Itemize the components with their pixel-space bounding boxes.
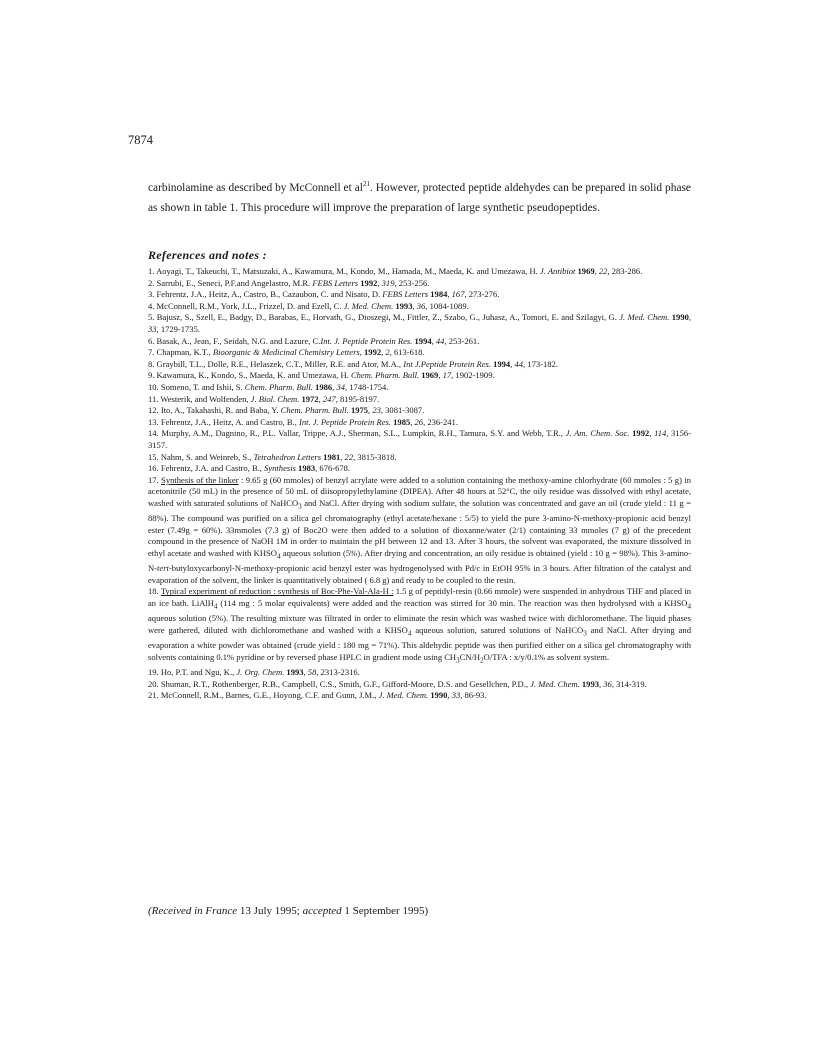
ref-authors: 9. Kawamura, K., Kondo, S., Maeda, K. and Umezawa, H. — [148, 370, 349, 381]
reference-20: 20. Shuman, R.T., Rothenberger, R.B., Campbell, C.S., Smith, G.F., Gifford-Moore, D.S. and Gesellchen, P.D., J. Med. Chem. 1993, 36, 314-319. — [148, 678, 647, 689]
ref-journal: J. Antibiot — [539, 266, 576, 276]
subscript: 4 — [687, 602, 691, 611]
ref-pages: , 1729-1735. — [156, 323, 200, 334]
ref-authors: 12. Ito, A., Takahashi, R. and Baba, Y. — [148, 405, 279, 416]
ref-number: 18. — [148, 586, 159, 597]
ref-journal: J. Biol. Chem. — [250, 393, 300, 404]
ref-year: 1990 — [671, 312, 689, 323]
ref-text: : 9.65 g (60 mmoles) of benzyl acrylate were added to a solution containing the methoxy-amine chlorhydrate (60 mmoles : 5 g) in acetonitrile (50 mL) in the presence of 50 mL of diisopropylethylamine (DIPEA). After 48 hours at 52°C, the oily residue was dissolved with ethyl acetate, washed with saturated solutions of NaHCO — [148, 474, 691, 508]
citation-superscript: 21 — [362, 180, 370, 188]
ref-year: 1985 — [393, 416, 411, 427]
ref-journal: Chem. Pharm. Bull. — [280, 405, 349, 416]
ref-journal: Int. J. Peptide Protein Res. — [320, 335, 413, 346]
ref-text: aqueous solution, satured solutions of NaHCO — [411, 624, 584, 635]
intro-text-1: carbinolamine as described by McConnell et al — [148, 181, 363, 194]
ref-volume: 114 — [654, 428, 667, 439]
references-list — [148, 266, 691, 702]
ref-volume: 17 — [442, 370, 452, 381]
ref-authors: 3. Fehrentz, J.A., Heitz, A., Castro, B., Cazaubon, C. and Nisato, D. — [148, 289, 381, 300]
ref-authors: 14. Murphy, A.M., Dagnino, R., P.L. Vallar, Trippe, A.J., Sherman, S.L., Lumpkin, R.H., Tamura, S.Y. and Webb, T.R., — [148, 428, 563, 439]
reference-8: 8. Graybill, T.L., Dolle, R.E., Helaszek, C.T., Miller, R.E. and Ator, M.A., Int J.Peptide Protein Res. 1994, 44, 173-182. — [148, 358, 558, 369]
ref-journal: Bioorganic & Medicinal Chemistry Letters, — [212, 347, 362, 358]
reference-11: 11. Westerik, and Wolfenden, J. Biol. Chem. 1972, 247, 8195-8197. — [148, 393, 380, 404]
ref-authors: 10. Someno, T. and Ishii, S. — [148, 381, 243, 392]
reference-2: 2. Sarrubi, E., Seneci, P.F.and Angelastro, M.R. FEBS Letters 1992, 319, 253-256. — [148, 277, 430, 288]
reference-18 — [148, 586, 691, 667]
ref-volume: 23 — [372, 405, 381, 416]
ref-year: 1975 — [350, 405, 369, 416]
ref-pages: , 253-261. — [444, 335, 480, 346]
ref-pages: , 314-319. — [611, 678, 647, 689]
ref-pages: , 613-618. — [389, 347, 425, 358]
reference-9: 9. Kawamura, K., Kondo, S., Maeda, K. and Umezawa, H. Chem. Pharm. Bull. 1969, 17, 1902-1909. — [148, 370, 495, 381]
references-heading: References and notes : — [148, 248, 267, 262]
ref-journal: Chem. Pharm. Bull. — [244, 381, 313, 392]
ref-pages: , 3081-3087. — [380, 405, 425, 416]
ref-pages: , 236-241. — [423, 416, 458, 427]
ref-volume: 58 — [307, 667, 317, 678]
ref-pages: , 273-276. — [464, 289, 500, 300]
subscript: 4 — [407, 629, 412, 638]
ref-year: 1984 — [430, 289, 448, 300]
ref-authors: 8. Graybill, T.L., Dolle, R.E., Helaszek, C.T., Miller, R.E. and Ator, M.A., — [148, 358, 402, 369]
ref-volume: 44 — [514, 358, 524, 369]
reference-10: 10. Someno, T. and Ishii, S. Chem. Pharm. Bull. 1986, 34, 1748-1754. — [148, 381, 389, 392]
ref-journal: Tetrahedron Letters — [253, 451, 322, 462]
ref-journal: Synthesis — [264, 463, 296, 474]
reference-3: 3. Fehrentz, J.A., Heitz, A., Castro, B., Cazaubon, C. and Nisato, D. FEBS Letters 1984, 167, 273-276. — [148, 289, 500, 300]
accepted-label: accepted — [302, 905, 342, 917]
ref-journal: FEBS Letters — [312, 277, 359, 288]
ref-authors: 1. Aoyagi, T., Takeuchi, T., Matsuzaki, A., Kawamura, M., Kondo, M., Hamada, M., Maeda, K. and Umezawa, H. — [148, 266, 538, 276]
ref-pages: , 2313-2316. — [316, 667, 360, 678]
ref-pages: , 1902-1909. — [451, 370, 495, 381]
ref-text: 1.5 g of peptidyl-resin (0.66 mmole) were suspended in anhydrous THF and placed in an ice bath. LiAlH — [148, 586, 691, 609]
ref-pages: , 283-286. — [607, 266, 643, 276]
ref-journal: Int J.Peptide Protein Res. — [403, 358, 491, 369]
ref-volume: 33 — [451, 690, 461, 701]
ref-year: 1992 — [360, 277, 378, 288]
reference-5: 5. Bajusz, S., Szell, E., Badgy, D., Barabas, E., Horvath, G., Dioszegi, M., Fittler, Z., Szabo, G., Juhasz, A., Tomori, E. and Szilagyi, G. J. Med. Chem. 1990, 33, 1729-1735. — [148, 312, 692, 334]
ref-authors: 13. Fehrentz, J.A., Heitz, A. and Castro, B., — [148, 416, 297, 427]
ref-authors: 11. Westerik, and Wolfenden, — [148, 393, 249, 404]
ref-pages: , 3156-3157. — [148, 428, 691, 450]
ref-year: 1992 — [632, 428, 650, 439]
ref-text: O/TFA : x/y/0.1% as solvent system. — [483, 651, 610, 662]
reference-19: 19. Ho, P.T. and Ngu, K., J. Org. Chem. 1993, 58, 2313-2316. — [148, 667, 360, 678]
ref-year: 1969 — [577, 266, 595, 276]
ref-authors: 6. Basak, A., Jean, F., Seidah, N.G. and Lazure, C. — [148, 335, 321, 346]
ref-year: 1983 — [298, 463, 316, 474]
page-number: 7874 — [128, 133, 153, 147]
ref-authors: 21. McConnell, R.M., Barnes, G.E., Hoyong, C.F. and Gunn, J.M., — [148, 690, 377, 701]
ref-volume: 44 — [435, 335, 445, 346]
reference-14: 14. Murphy, A.M., Dagnino, R., P.L. Vallar, Trippe, A.J., Sherman, S.L., Lumpkin, R.H., Tamura, S.Y. and Webb, T.R., J. Am. Chem. Soc. 1992, 114, 3156-3157. — [148, 428, 691, 450]
reference-13: 13. Fehrentz, J.A., Heitz, A. and Castro, B., Int. J. Peptide Protein Res. 1985, 26, 236-241. — [148, 416, 458, 427]
reference-1: 1. Aoyagi, T., Takeuchi, T., Matsuzaki, A., Kawamura, M., Kondo, M., Hamada, M., Maeda, K. and Umezawa, H. J. Antibiot 1969, 22, 283-286. — [148, 266, 643, 276]
ref-pages: , 86-93. — [460, 690, 487, 701]
received-label: (Received in France — [148, 905, 238, 917]
ref-volume: 22 — [344, 451, 354, 462]
reference-16 — [148, 463, 691, 475]
ref-year: 1990 — [430, 690, 448, 701]
ref-authors: 5. Bajusz, S., Szell, E., Badgy, D., Barabas, E., Horvath, G., Dioszegi, M., Fittler, Z., Szabo, G., Juhasz, A., Tomori, E. and Szilagyi, G. — [148, 312, 617, 323]
ref-year: 1993 — [286, 667, 304, 678]
ref-text: -butyloxycarbonyl-N-methoxy-propionic acid benzyl ester was hydrogenolysed with Pd/c in EtOH 95% in 3 hours. After filtration of the catalyst and evaporation of the solvent, the linker is quantitatively obtained ( 6.8 g) and ready to be coupled to the resin. — [148, 563, 691, 585]
ref-volume: 319 — [381, 277, 395, 288]
ref-pages: , 173-182. — [523, 358, 558, 369]
ref-title: Synthesis of the linker — [161, 474, 239, 485]
reference-6: 6. Basak, A., Jean, F., Seidah, N.G. and Lazure, C.Int. J. Peptide Protein Res. 1994, 44, 253-261. — [148, 335, 480, 346]
ref-year: 1993 — [581, 678, 599, 689]
ref-text: CN/H — [459, 651, 481, 662]
ref-journal: J. Med. Chem. — [378, 690, 429, 701]
ref-year: 1972 — [301, 393, 319, 404]
ref-volume: 34 — [336, 381, 345, 392]
ref-pages: , 3815-3818. — [353, 451, 397, 462]
ref-volume: 33 — [148, 323, 157, 334]
ref-text: (114 mg : 5 molar equivalents) were added and the reaction was stirred for 30 min. The reaction was then hydrolysed with a KHSO — [217, 598, 688, 609]
ref-volume: 2 — [385, 347, 390, 358]
ref-authors: 16. Fehrentz, J.A. and Castro, B., — [148, 463, 262, 474]
received-dates — [148, 905, 428, 917]
ref-number: 17. — [148, 474, 159, 485]
intro-paragraph — [148, 174, 691, 219]
reference-17 — [148, 475, 691, 587]
ref-authors: 2. Sarrubi, E., Seneci, P.F.and Angelastro, M.R. — [148, 277, 311, 288]
reference-4: 4. McConnell, R.M., York, J.L., Frizzel, D. and Ezell, C. J. Med. Chem. 1993, 36, 1084-1089. — [148, 300, 469, 311]
ref-authors: 7. Chapman, K.T., — [148, 347, 211, 358]
reference-15: 15. Nahm, S. and Weinreb, S., Tetrahedron Letters 1981, 22, 3815-3818. — [148, 451, 397, 462]
ref-journal: J. Am. Chem. Soc. — [565, 428, 630, 439]
subscript: 4 — [213, 602, 218, 611]
ref-italic: tert — [157, 563, 169, 574]
subscript: 4 — [276, 552, 281, 561]
received-date: 13 July 1995; — [237, 905, 303, 917]
ref-volume: 247 — [322, 393, 336, 404]
ref-volume: 22 — [598, 266, 608, 276]
ref-year: 1981 — [323, 451, 341, 462]
ref-volume: 36 — [416, 300, 426, 311]
ref-authors: 19. Ho, P.T. and Ngu, K., — [148, 667, 235, 678]
ref-volume: 167 — [451, 289, 465, 300]
ref-year: 1993 — [395, 300, 413, 311]
ref-journal: J. Med. Chem. — [619, 312, 670, 323]
ref-text: and NaCl. After drying with sodium sulfate, the solution was concentrated and gave an oil (crude yield : 11 g = 88%). The compound was purified on a silica gel chromatography (ethyl acetate/hexane : 5/5) to yield the pure 3-amino-N-methoxy-propionic acid benzyl ester (7.49g = 60%). 33mmoles (7.3 g) of Boc2O were then added to a solution of dioxanne/water (2/1) containing 33 mmoles (7 g) of the precedent compound in the presence of NaOH 1M in order to maintain the pH between 12 and 13. After 3 hours, the solvent was evaporated, the mixture dissolved in ethyl acetate and washed with KHSO — [148, 497, 691, 558]
ref-journal: FEBS Letters — [382, 289, 429, 300]
ref-text: aqueous solution (5%). After drying and concentration, an oily residue is obtained (yield : 10 g = 98%). This 3-amino-N- — [148, 547, 692, 574]
ref-journal: J. Org. Chem. — [236, 667, 285, 678]
reference-7: 7. Chapman, K.T., Bioorganic & Medicinal Chemistry Letters, 1992, 2, 613-618. — [148, 347, 425, 358]
ref-authors: 4. McConnell, R.M., York, J.L., Frizzel, D. and Ezell, C. — [148, 300, 342, 311]
ref-year: 1969 — [421, 370, 439, 381]
ref-journal: J. Med. Chem. — [530, 678, 580, 689]
ref-volume: 36 — [603, 678, 612, 689]
ref-journal: Chem. Pharm. Bull. — [350, 370, 420, 381]
ref-pages: , 253-256. — [394, 277, 430, 288]
ref-text: and NaCl. After drying and evaporation a white powder was obtained (crude yield : 180 mg = 71%). This aldehydic peptide was then purified either on a silica gel chromatography with solvents containing 0.1% pyridine or by reversed phase HPLC in gradient mode using CH — [148, 624, 691, 662]
intro-text-2: . However, protected peptide aldehydes can be prepared in solid phase as shown in table 1. This procedure will improve the preparation of large synthetic pseudopeptides. — [148, 181, 691, 215]
ref-authors: 20. Shuman, R.T., Rothenberger, R.B., Campbell, C.S., Smith, G.F., Gifford-Moore, D.S. and Gesellchen, P.D., — [148, 678, 529, 689]
reference-12: 12. Ito, A., Takahashi, R. and Baba, Y. Chem. Pharm. Bull. 1975, 23, 3081-3087. — [148, 405, 425, 416]
accepted-date: 1 September 1995) — [341, 905, 429, 917]
ref-journal: J. Med. Chem. — [343, 300, 394, 311]
subscript: 3 — [456, 656, 460, 665]
ref-text: aqueous solution (5%). The resulting mixture was filtrated in order to eliminate the resin which was washed twice with dichloromethane. The liquid phases were gathered, diluted with dichloromethane and washed with a KHSO — [148, 613, 691, 635]
ref-pages: , 676-678. — [315, 463, 351, 474]
subscript: 2 — [480, 656, 484, 665]
ref-authors: 15. Nahm, S. and Weinreb, S., — [148, 451, 252, 462]
ref-year: 1986 — [315, 381, 333, 392]
ref-year: 1992 — [364, 347, 382, 358]
ref-journal: Int. J. Peptide Protein Res. — [298, 416, 391, 427]
ref-pages: , 8195-8197. — [335, 393, 380, 404]
ref-volume: 26 — [414, 416, 424, 427]
subscript: 3 — [298, 502, 302, 511]
ref-year: 1994 — [414, 335, 432, 346]
reference-21: 21. McConnell, R.M., Barnes, G.E., Hoyong, C.F. and Gunn, J.M., J. Med. Chem. 1990, 33, 86-93. — [148, 690, 487, 701]
ref-pages: , 1748-1754. — [345, 381, 389, 392]
ref-title: Typical experiment of reduction : synthesis of Boc-Phe-Val-Ala-H : — [160, 586, 394, 597]
ref-year: 1994 — [493, 358, 511, 369]
subscript: 3 — [583, 629, 587, 638]
ref-pages: , 1084-1089. — [425, 300, 469, 311]
